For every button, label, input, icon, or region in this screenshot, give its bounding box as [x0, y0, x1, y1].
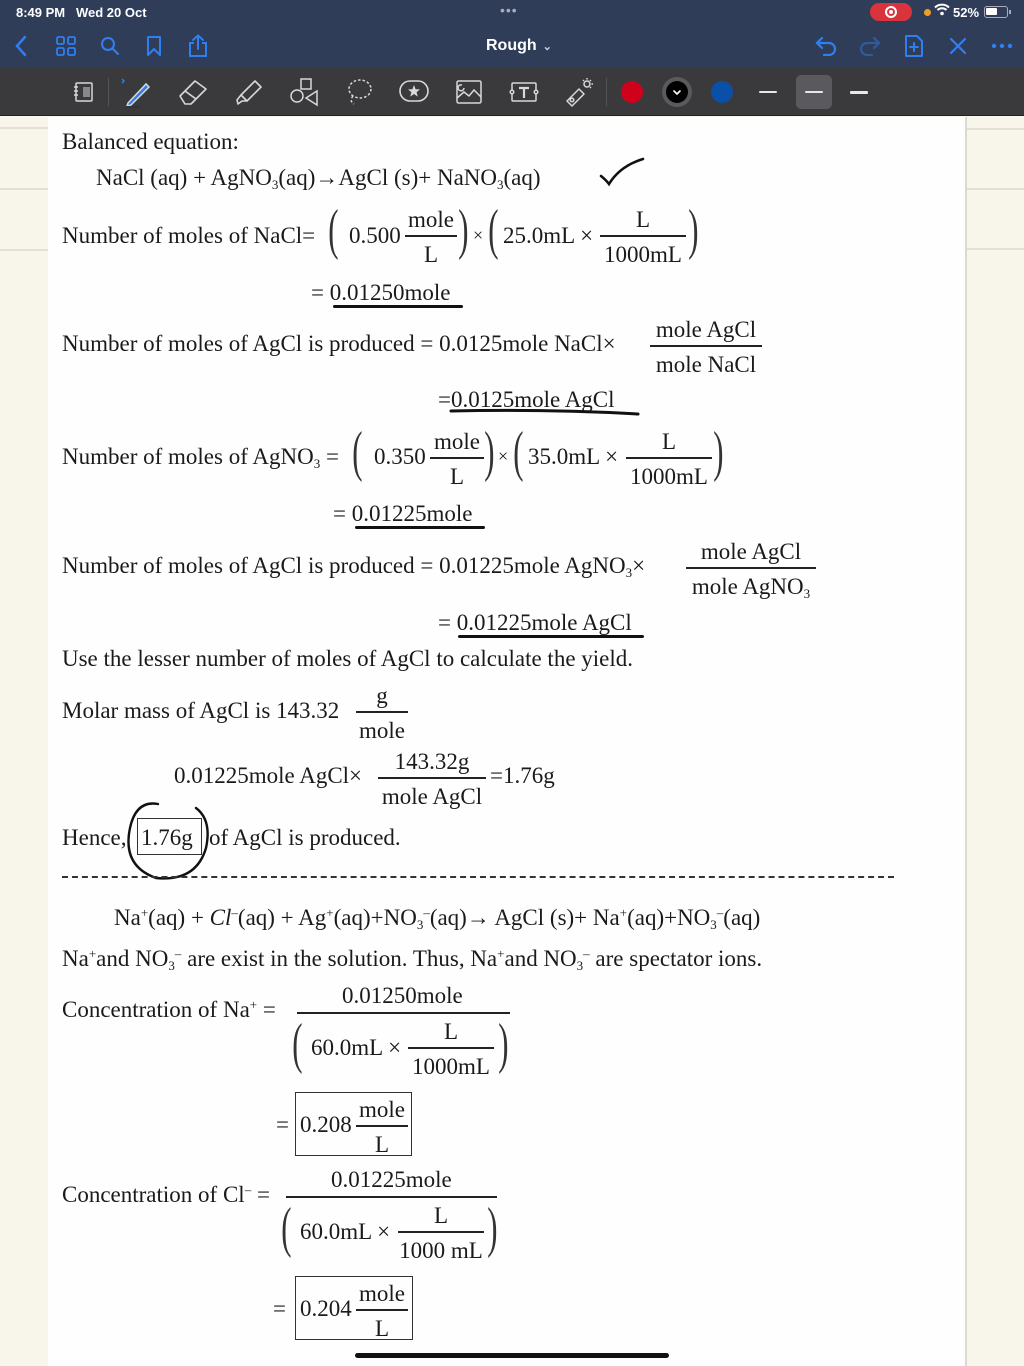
nacl-volume: 25.0mL ×	[503, 223, 594, 248]
hence-text-end: of AgCl is produced.	[209, 825, 401, 850]
paren-close: )	[484, 421, 495, 483]
paren-open: (	[352, 421, 363, 483]
fraction-agcl-per-nacl: mole AgCl mole NaCl	[650, 318, 762, 376]
paren-close: )	[498, 1013, 509, 1075]
nacl-concentration: 0.500	[349, 223, 401, 248]
molar-mass-label: Molar mass of AgCl is 143.32	[62, 698, 340, 723]
agcl-from-agno3-result: = 0.01225mole AgCl	[438, 610, 632, 635]
agcl-from-nacl-label: Number of moles of AgCl is produced = 0.0125mole NaCl×	[62, 331, 616, 356]
paren-open: (	[513, 421, 524, 483]
heading-balanced-equation: Balanced equation:	[62, 129, 239, 154]
handdrawn-underline	[448, 406, 642, 418]
paren-close: )	[487, 1197, 498, 1259]
paren-open: (	[328, 199, 339, 261]
fraction-mole-per-l: mole L	[356, 1282, 408, 1340]
fraction-l-per-ml: L 1000mL	[626, 430, 712, 488]
fraction-bar	[297, 1012, 510, 1014]
net-ionic-equation: $Na^+(aq) + Cl^-(aq) + Ag^+(aq)+NO_3^-(aq)\to$ AgCl $(s)+ Na^+(aq)+NO_3^-(aq)$	[114, 905, 761, 932]
fraction-mole-per-l: mole L	[430, 430, 484, 488]
fraction-l-per-ml: L 1000 mL	[399, 1203, 483, 1263]
fraction-l-per-ml: L 1000mL	[408, 1020, 494, 1078]
paren-close: )	[458, 199, 469, 261]
yield-result: =1.76g	[490, 763, 555, 788]
paren-close: )	[713, 421, 724, 483]
fraction-molar-mass: 143.32g mole AgCl	[378, 750, 486, 808]
times-sign: ×	[473, 225, 484, 245]
underline-nacl-result	[333, 305, 463, 308]
checkmark-annotation	[598, 156, 646, 188]
agcl-from-agno3-label: Number of moles of AgCl is produced = 0.01225mole AgNO$_3$×	[62, 553, 646, 580]
home-indicator[interactable]	[355, 1353, 669, 1358]
final-answer-mass: 1.76g	[141, 825, 193, 850]
paren-open: (	[292, 1013, 303, 1075]
conc-na-volume: 60.0mL ×	[311, 1035, 402, 1060]
yield-lhs: 0.01225mole AgCl×	[174, 763, 363, 788]
document-title-menu[interactable]: Rough ⌄	[486, 37, 552, 54]
hence-text: Hence,	[62, 825, 127, 850]
times-sign: ×	[498, 446, 509, 466]
agno3-moles-result: = 0.01225mole	[333, 501, 473, 526]
fraction-g-per-mole: g mole	[356, 684, 408, 742]
balanced-equation: NaCl (aq) + AgNO$_3$(aq)→AgCl (s)+ NaNO$_3$(aq)	[96, 165, 541, 192]
fraction-l-per-ml: L 1000mL	[600, 208, 686, 266]
conc-cl-answer: 0.204	[300, 1296, 352, 1321]
agno3-volume: 35.0mL ×	[528, 444, 619, 469]
fraction-agcl-per-agno3: mole AgCl mole AgNO$_3$	[686, 540, 816, 600]
paren-open: (	[488, 199, 499, 261]
conc-cl-numerator: 0.01225mole	[331, 1167, 452, 1192]
fraction-mole-per-l: mole L	[356, 1098, 408, 1156]
conc-na-label: Concentration of Na+ =	[62, 997, 276, 1022]
agno3-concentration: 0.350	[374, 444, 426, 469]
spectator-ions-statement: Na+and $NO_3^-$ are exist in the solution. Thus, Na+and $NO_3^-$ are spectator ions.	[62, 946, 763, 973]
battery-percentage: 52%	[953, 5, 980, 20]
fraction-bar	[286, 1196, 497, 1198]
lesser-moles-statement: Use the lesser number of moles of AgCl to calculate the yield.	[62, 646, 634, 671]
conc-na-numerator: 0.01250mole	[342, 983, 463, 1008]
underline-agcl-result	[458, 635, 644, 638]
equals-sign: =	[273, 1296, 286, 1321]
section-divider	[62, 876, 894, 878]
nacl-moles-result: = 0.01250mole	[311, 280, 451, 305]
conc-cl-label: Concentration of Cl– =	[62, 1182, 270, 1207]
paren-close: )	[688, 199, 699, 261]
status-time: 8:49 PM Wed 20 Oct	[16, 5, 147, 20]
agcl-from-nacl-result: =0.0125mole AgCl	[438, 387, 615, 412]
fraction-mole-per-l: mole L	[405, 208, 457, 266]
underline-agno3-result	[355, 526, 485, 529]
conc-na-answer: 0.208	[300, 1112, 352, 1137]
paren-open: (	[281, 1197, 292, 1259]
nacl-moles-label: Number of moles of NaCl=	[62, 223, 316, 248]
multitasking-dots[interactable]: •••	[500, 2, 518, 18]
handdrawn-circle-annotation	[116, 798, 216, 884]
agno3-moles-label: Number of moles of AgNO$_3$ =	[62, 444, 339, 471]
conc-cl-volume: 60.0mL ×	[300, 1219, 391, 1244]
equals-sign: =	[276, 1112, 289, 1137]
